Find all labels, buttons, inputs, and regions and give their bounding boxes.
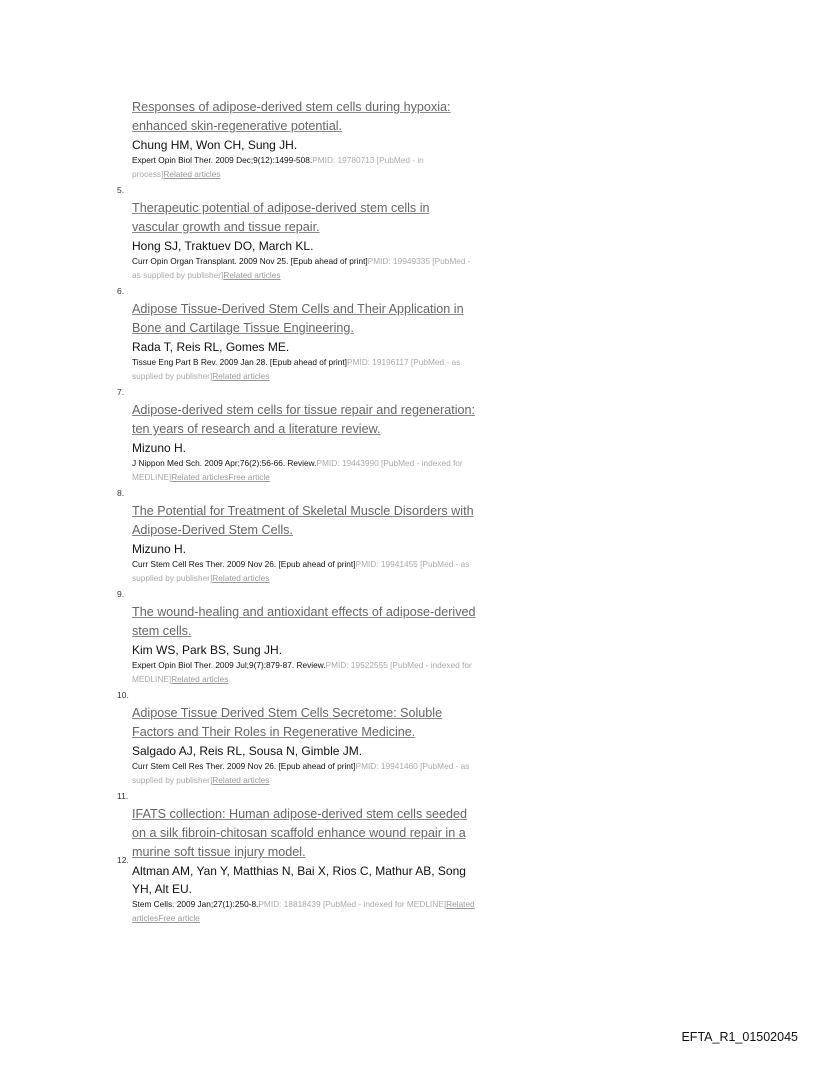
related-articles-link[interactable]: Related articles	[132, 899, 475, 923]
journal-citation: Expert Opin Biol Ther. 2009 Dec;9(12):1499-508.	[132, 155, 313, 165]
result-number: 5.	[117, 185, 125, 195]
related-articles-link[interactable]: Related articles	[171, 471, 229, 482]
journal-citation: Stem Cells. 2009 Jan;27(1):250-8.	[132, 899, 259, 909]
pmid-status: PMID: 19941455 [PubMed - as supplied by publisher]	[132, 559, 470, 583]
article-title-link[interactable]: The Potential for Treatment of Skeletal Muscle Disorders with Adipose-Derived Stem Cells.	[132, 504, 474, 537]
journal-citation: Curr Stem Cell Res Ther. 2009 Nov 26. [Epub ahead of print]	[132, 559, 356, 569]
pmid-status: PMID: 19196117 [PubMed - as supplied by publisher]	[132, 357, 461, 381]
result-item	[117, 282, 477, 383]
result-item	[117, 98, 477, 181]
result-item	[117, 686, 477, 787]
authors: Kim WS, Park BS, Sung JH.	[132, 643, 283, 657]
article-title-link[interactable]: Adipose Tissue-Derived Stem Cells and Their Application in Bone and Cartilage Tissue Engineering.	[132, 302, 464, 335]
pmid-status: PMID: 19941460 [PubMed - as supplied by publisher]	[132, 761, 470, 785]
related-articles-link[interactable]: Related articles	[212, 370, 270, 381]
result-number: 10.	[117, 690, 129, 700]
article-title-link[interactable]: The wound-healing and antioxidant effects of adipose-derived stem cells.	[132, 605, 476, 638]
result-number: 9.	[117, 589, 125, 599]
result-number: 6.	[117, 286, 125, 296]
free-article-link[interactable]: Free article	[228, 471, 270, 482]
related-articles-link[interactable]: Related articles	[223, 269, 281, 280]
pmid-status: PMID: 19522555 [PubMed - indexed for MEDLINE]	[132, 660, 472, 684]
article-title-link[interactable]: Responses of adipose-derived stem cells during hypoxia: enhanced skin-regenerative potential.	[132, 100, 451, 133]
authors: Salgado AJ, Reis RL, Sousa N, Gimble JM.	[132, 744, 363, 758]
related-articles-link[interactable]: Related articles	[212, 774, 270, 785]
pmid-status: PMID: 18818439 [PubMed - indexed for MEDLINE]	[258, 899, 447, 909]
authors: Rada T, Reis RL, Gomes ME.	[132, 340, 290, 354]
journal-citation: Curr Opin Organ Transplant. 2009 Nov 25. [Epub ahead of print]	[132, 256, 368, 266]
article-title-link[interactable]: Therapeutic potential of adipose-derived stem cells in vascular growth and tissue repair.	[132, 201, 430, 234]
related-articles-link[interactable]: Related articles	[171, 673, 229, 684]
article-title-link[interactable]: IFATS collection: Human adipose-derived stem cells seeded on a silk fibroin-chitosan scaffold enhance wound repair in a murine soft tissue injury model.	[132, 807, 468, 859]
result-item	[117, 484, 477, 585]
document-id: EFTA_R1_01502045	[681, 1030, 798, 1044]
journal-citation: Expert Opin Biol Ther. 2009 Jul;9(7):879-87. Review.	[132, 660, 326, 670]
pmid-status: PMID: 19443990 [PubMed - indexed for MEDLINE]	[132, 458, 463, 482]
result-item	[117, 181, 477, 282]
result-number: 12.	[117, 855, 129, 865]
related-articles-link[interactable]: Related articles	[163, 168, 221, 179]
article-title-link[interactable]: Adipose Tissue Derived Stem Cells Secretome: Soluble Factors and Their Roles in Regenerative Medicine.	[132, 706, 443, 739]
related-articles-link[interactable]: Related articles	[212, 572, 270, 583]
result-number: 8.	[117, 488, 125, 498]
result-item	[117, 383, 477, 484]
result-number: 11.	[117, 791, 129, 801]
result-item	[117, 585, 477, 686]
journal-citation: J Nippon Med Sch. 2009 Apr;76(2):56-66. Review.	[132, 458, 317, 468]
authors: Hong SJ, Traktuev DO, March KL.	[132, 239, 314, 253]
result-item	[117, 787, 477, 925]
journal-citation: Curr Stem Cell Res Ther. 2009 Nov 26. [Epub ahead of print]	[132, 761, 356, 771]
article-title-link[interactable]: Adipose-derived stem cells for tissue repair and regeneration: ten years of research and a literature review.	[132, 403, 476, 436]
authors: Mizuno H.	[132, 441, 187, 455]
pmid-status: PMID: 19780713 [PubMed - in process]	[132, 155, 424, 179]
results-list	[117, 98, 477, 925]
pmid-status: PMID: 19949335 [PubMed - as supplied by publisher]	[132, 256, 471, 280]
authors: Altman AM, Yan Y, Matthias N, Bai X, Rios C, Mathur AB, Song YH, Alt EU.	[132, 864, 466, 896]
journal-citation: Tissue Eng Part B Rev. 2009 Jan 28. [Epub ahead of print]	[132, 357, 347, 367]
free-article-link[interactable]: Free article	[158, 912, 200, 923]
authors: Chung HM, Won CH, Sung JH.	[132, 138, 298, 152]
result-number: 7.	[117, 387, 125, 397]
authors: Mizuno H.	[132, 542, 187, 556]
